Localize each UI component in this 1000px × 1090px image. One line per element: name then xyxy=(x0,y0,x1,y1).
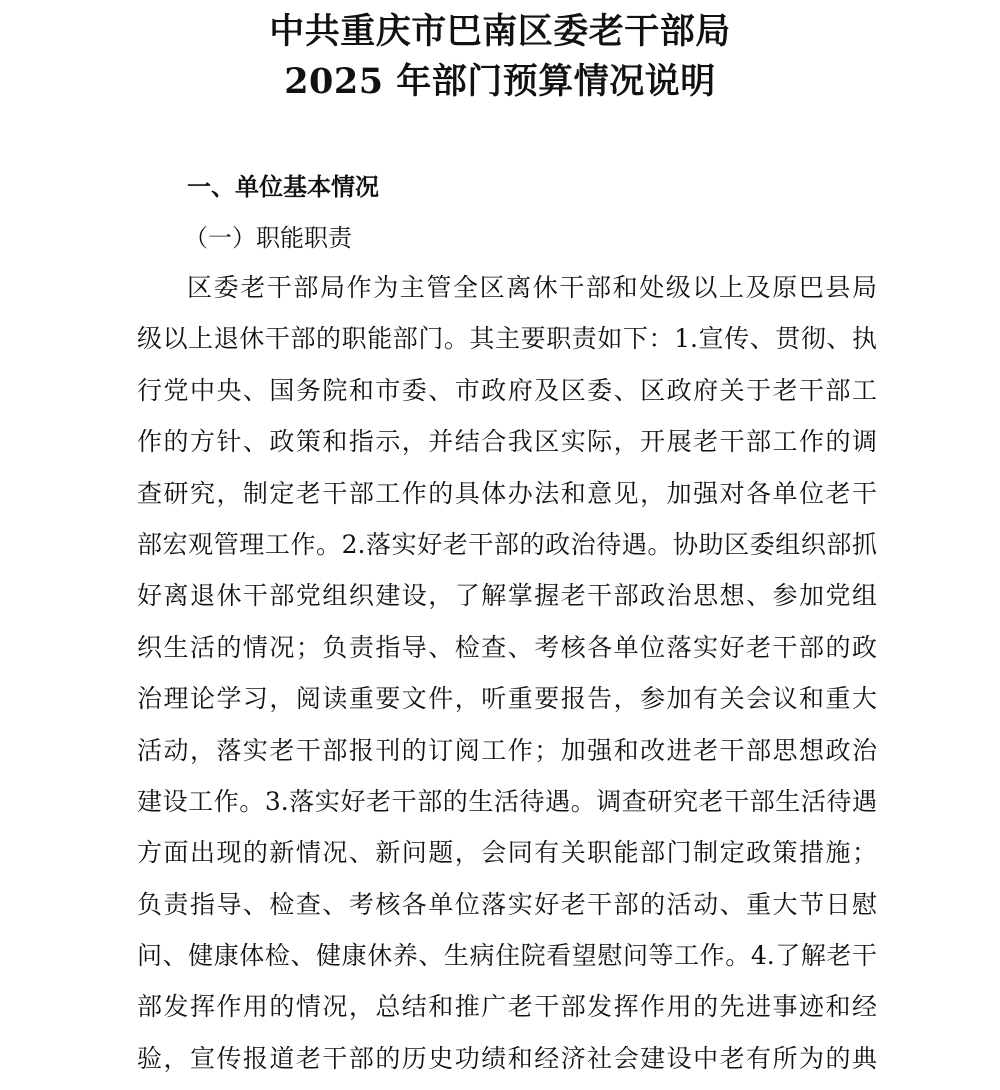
section-heading: 一、单位基本情况 xyxy=(187,173,379,201)
paragraph-line: 作的方针、政策和指示，并结合我区实际，开展老干部工作的调 xyxy=(137,427,877,457)
paragraph-line: 问、健康体检、健康休养、生病住院看望慰问等工作。4.了解老干 xyxy=(137,941,877,971)
paragraph-line: 好离退休干部党组织建设，了解掌握老干部政治思想、参加党组 xyxy=(137,581,877,611)
document-title-line1: 中共重庆市巴南区委老干部局 xyxy=(269,11,731,52)
paragraph-line: 部发挥作用的情况，总结和推广老干部发挥作用的先进事迹和经 xyxy=(137,992,877,1022)
paragraph-line: 行党中央、国务院和市委、市政府及区委、区政府关于老干部工 xyxy=(137,375,877,405)
paragraph-line: 部宏观管理工作。2.落实好老干部的政治待遇。协助区委组织部抓 xyxy=(137,529,877,559)
paragraph-line: 验，宣传报道老干部的历史功绩和经济社会建设中老有所为的典 xyxy=(137,1043,877,1073)
subsection-heading: （一）职能职责 xyxy=(184,224,352,252)
paragraph-line: 查研究，制定老干部工作的具体办法和意见，加强对各单位老干 xyxy=(137,478,877,508)
paragraph-line: 方面出现的新情况、新问题，会同有关职能部门制定政策措施； xyxy=(137,838,877,868)
paragraph-line: 区委老干部局作为主管全区离休干部和处级以上及原巴县局 xyxy=(187,273,877,302)
document-title-line2: 2025 年部门预算情况说明 xyxy=(284,61,716,102)
body-paragraph xyxy=(137,268,877,1090)
paragraph-line: 建设工作。3.落实好老干部的生活待遇。调查研究老干部生活待遇 xyxy=(137,786,877,816)
paragraph-line: 级以上退休干部的职能部门。其主要职责如下：1.宣传、贯彻、执 xyxy=(137,324,877,354)
paragraph-line: 负责指导、检查、考核各单位落实好老干部的活动、重大节日慰 xyxy=(137,889,877,919)
paragraph-line: 治理论学习，阅读重要文件，听重要报告，参加有关会议和重大 xyxy=(137,684,877,714)
paragraph-line: 活动，落实老干部报刊的订阅工作；加强和改进老干部思想政治 xyxy=(137,735,877,765)
paragraph-line: 织生活的情况；负责指导、检查、考核各单位落实好老干部的政 xyxy=(137,632,877,662)
